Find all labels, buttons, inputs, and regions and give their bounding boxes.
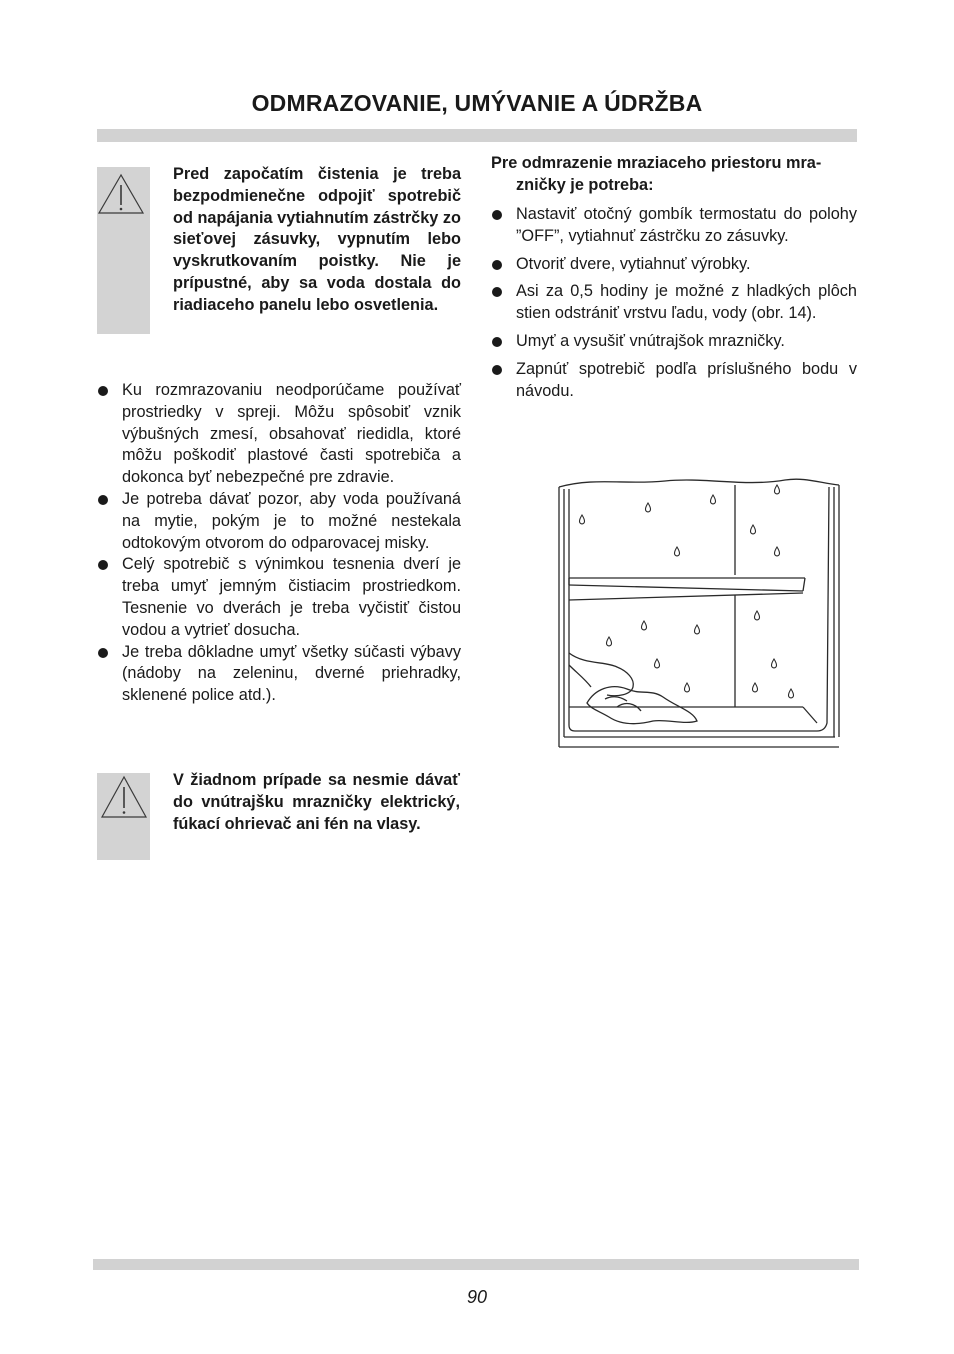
list-item: Ku rozmrazovaniu neodporúčame používať prostriedky v spreji. Môžu spôsobiť vznik výbušných zmesí, obsahovať riedidla, ktoré môžu poškodiť plastové časti spotrebiča a dokonca byť nebezpečné pre zdravie. bbox=[97, 380, 461, 489]
list-item: Celý spotrebič s výnimkou tesnenia dverí je treba umyť jemným čistiacim prostriedkom. Tesnenie vo dverách je treba vyčistiť čistou vodou a vytrieť dosucha. bbox=[97, 554, 461, 641]
bullet-icon bbox=[98, 386, 108, 396]
cleaning-instructions-list bbox=[97, 380, 461, 707]
warning-triangle-icon bbox=[97, 773, 150, 833]
bottom-divider bbox=[93, 1259, 859, 1270]
warning-triangle-icon bbox=[97, 167, 150, 227]
defrost-steps-list bbox=[491, 204, 857, 408]
list-item: Otvoriť dvere, vytiahnuť výrobky. bbox=[491, 254, 857, 276]
bullet-icon bbox=[98, 648, 108, 658]
bullet-icon bbox=[492, 260, 502, 270]
bullet-icon bbox=[492, 365, 502, 375]
warning-text-2: V žiadnom prípade sa nesmie dávať do vnútrajšku mrazničky elektrický, fúkací ohrievač ani fén na vlasy. bbox=[173, 771, 460, 833]
list-item: Zapnúť spotrebič podľa príslušného bodu v návodu. bbox=[491, 359, 857, 403]
warning-bar bbox=[97, 773, 150, 860]
list-item: Je treba dôkladne umyť všetky súčasti výbavy (nádoby na zeleninu, dverné priehradky, sklenené police atd.). bbox=[97, 642, 461, 707]
list-item: Je potreba dávať pozor, aby voda používaná na mytie, pokým je to možné nestekala odtokovým otvorom do odparovacej misky. bbox=[97, 489, 461, 554]
page-title: ODMRAZOVANIE, UMÝVANIE A ÚDRŽBA bbox=[251, 90, 703, 116]
bullet-icon bbox=[492, 337, 502, 347]
page-number: 90 bbox=[466, 1287, 488, 1307]
bullet-icon bbox=[492, 210, 502, 220]
list-item: Asi za 0,5 hodiny je možné z hladkých plôch stien odstrániť vrstvu ľadu, vody (obr. 14). bbox=[491, 281, 857, 325]
bullet-icon bbox=[492, 287, 502, 297]
list-item: Nastaviť otočný gombík termostatu do polohy ”OFF”, vytiahnuť zástrčku zo zásuvky. bbox=[491, 204, 857, 248]
freezer-interior-wiping-illustration bbox=[555, 475, 845, 750]
list-item: Umyť a vysušiť vnútrajšok mrazničky. bbox=[491, 331, 857, 353]
bullet-icon bbox=[98, 560, 108, 570]
warning-bar bbox=[97, 167, 150, 334]
defrost-heading: Pre odmrazenie mraziaceho priestoru mra- zničky je potreba: bbox=[491, 154, 822, 194]
warning-text-1: Pred započatím čistenia je treba bezpodmienečne odpojiť spotrebič od napájania vytiahnutím zástrčky zo sieťovej zásuvky, vypnutím lebo vyskrutkovaním poistky. Nie je prípustné, aby sa voda dostala do riadiaceho panelu lebo osvetlenia. bbox=[173, 165, 461, 314]
bullet-icon bbox=[98, 495, 108, 505]
top-divider bbox=[97, 129, 857, 142]
